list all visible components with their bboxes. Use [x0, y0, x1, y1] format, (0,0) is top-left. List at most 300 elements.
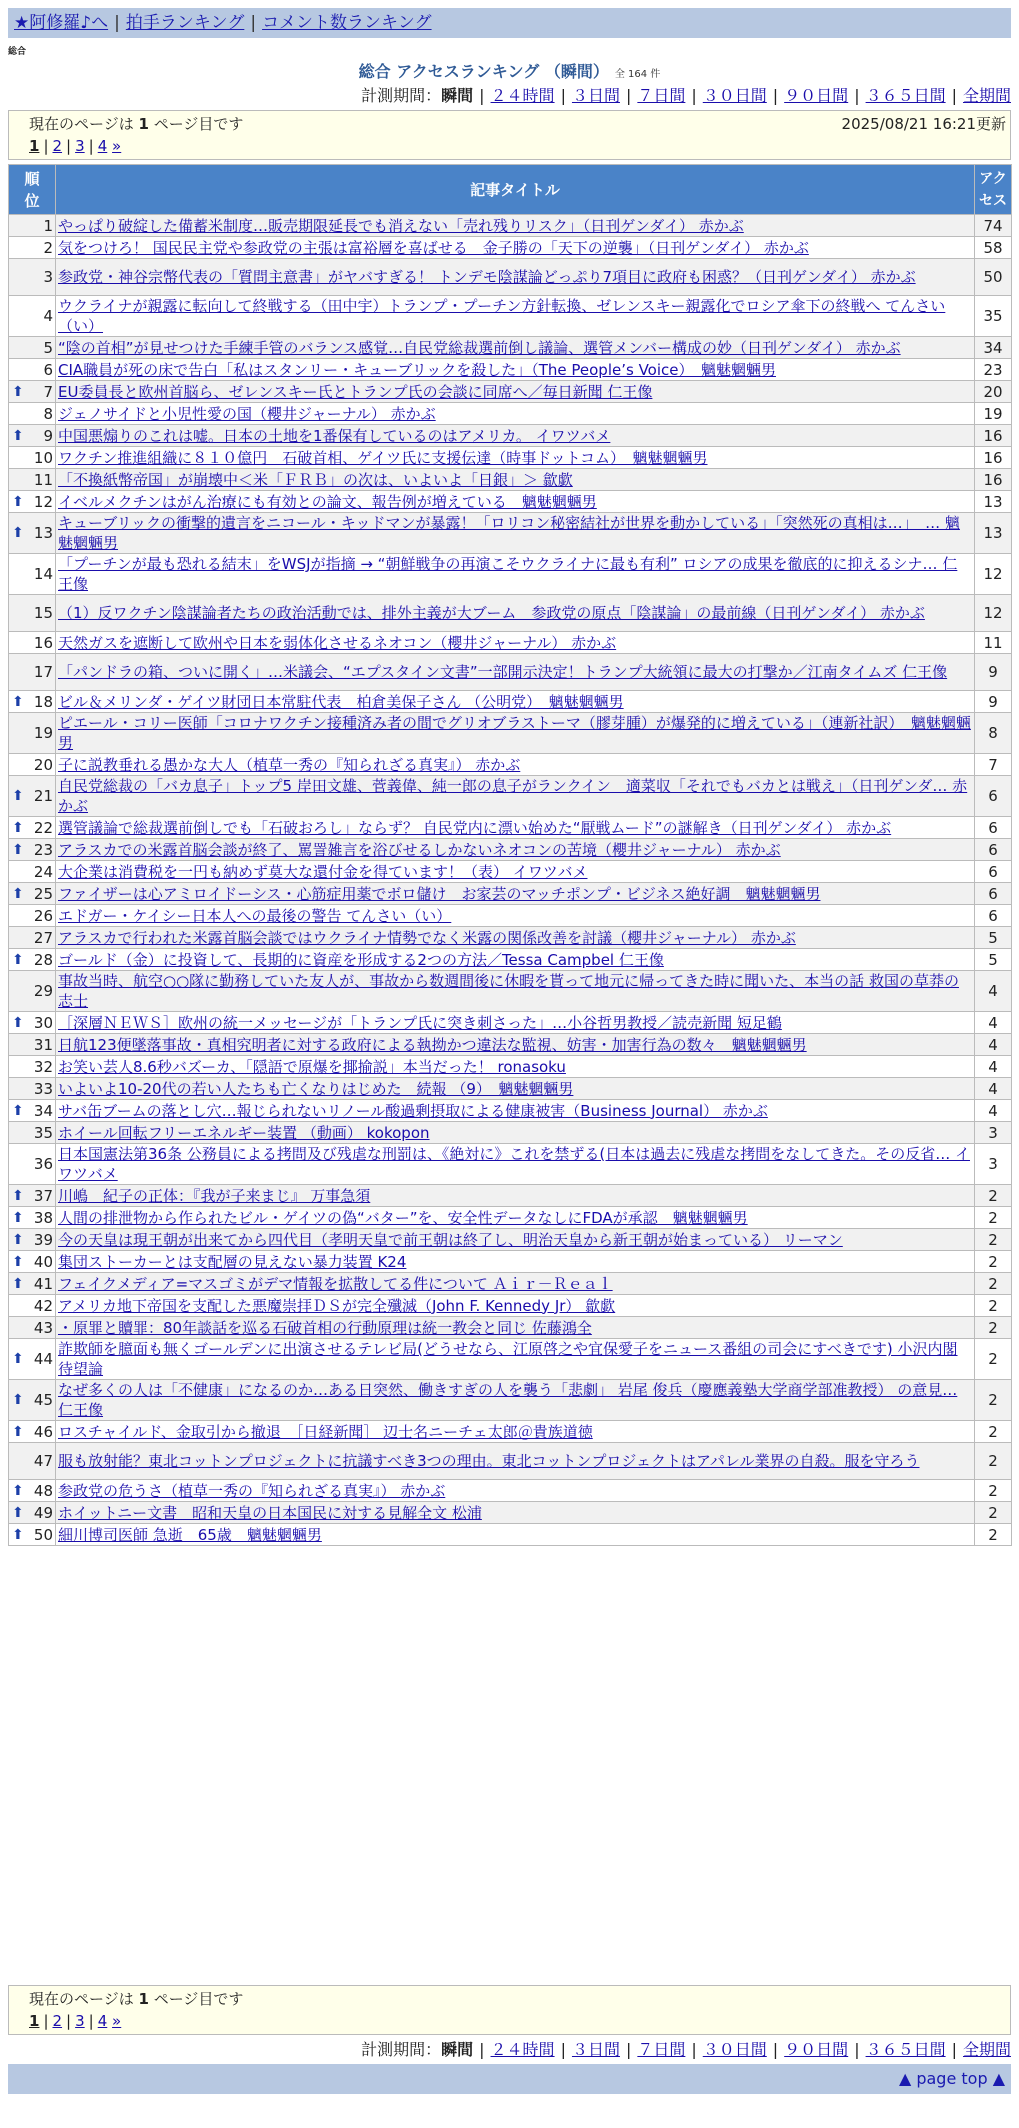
rank-cell — [9, 1421, 56, 1443]
table-row — [9, 1421, 1012, 1443]
rank-up-arrow-icon: ⬆ — [12, 1014, 24, 1031]
access-count: 20 — [975, 381, 1012, 403]
rank-number: 33 — [33, 1079, 53, 1098]
article-title-link[interactable]: キューブリックの衝撃的遺言をニコール・キッドマンが暴露！「ロリコン秘密結社が世界を動かしている」「突然死の真相は…」 … 魑魅魍魎男 — [58, 514, 960, 552]
table-row — [9, 1273, 1012, 1295]
page-link[interactable]: 4 — [97, 2012, 108, 2030]
access-count: 13 — [975, 513, 1012, 554]
rank-cell — [9, 1251, 56, 1273]
article-title-link[interactable]: “陰の首相”が見せつけた手練手管のバランス感覚…自民党総裁選前倒し議論、選管メンバー構成の妙（日刊ゲンダイ） 赤かぶ — [58, 338, 901, 357]
article-title-link[interactable]: サバ缶ブームの落とし穴…報じられないリノール酸過剰摂取による健康被害（Business Journal） 赤かぶ — [58, 1101, 768, 1120]
rank-number: 31 — [33, 1035, 53, 1054]
title-cell — [56, 971, 975, 1012]
rank-cell — [9, 971, 56, 1012]
rank-up-arrow-icon: ⬆ — [12, 383, 24, 400]
page-link-current: 1 — [29, 2012, 40, 2030]
rank-cell — [9, 949, 56, 971]
clap-ranking-link[interactable]: 拍手ランキング — [125, 13, 245, 33]
table-row — [9, 1251, 1012, 1273]
separator: | — [250, 13, 257, 33]
title-header: 記事タイトル — [56, 165, 975, 215]
article-title-link[interactable]: ビル＆メリンダ・ゲイツ財団日本常駐代表 柏倉美保子さん （公明党） 魑魅魍魎男 — [58, 692, 624, 711]
rank-number: 34 — [33, 1101, 53, 1120]
page-link[interactable]: 2 — [52, 2012, 63, 2030]
last-updated: 2025/08/21 16:21更新 — [841, 115, 1006, 133]
rank-cell — [9, 776, 56, 817]
access-count: 23 — [975, 359, 1012, 381]
rank-number: 20 — [33, 755, 53, 774]
article-title-link[interactable]: ピエール・コリー医師「コロナワクチン接種済み者の間でグリオブラストーマ（膠芽腫）が爆発的に増えている」（連新社訳） 魑魅魍魎男 — [58, 714, 971, 752]
rank-number: 29 — [33, 982, 53, 1000]
rank-cell — [9, 296, 56, 337]
separator: | — [854, 86, 860, 105]
period-option[interactable]: ３日間 — [571, 2040, 620, 2059]
ranking-rows — [9, 215, 1012, 1546]
table-row — [9, 237, 1012, 259]
article-title-link[interactable]: 「パンドラの箱、ついに開く」…米議会、“エプスタイン文書”一部開示決定！トランプ大統領に最大の打撃か／江南タイムズ 仁王像 — [58, 663, 948, 681]
table-row — [9, 215, 1012, 237]
page-status-line — [29, 1988, 990, 2010]
access-count: 3 — [975, 1122, 1012, 1144]
rank-cell — [9, 927, 56, 949]
period-option[interactable]: ３０日間 — [702, 86, 767, 105]
access-count: 12 — [975, 595, 1012, 632]
rank-cell — [9, 1317, 56, 1339]
current-page-number: 1 — [138, 1990, 149, 2008]
separator: | — [88, 137, 94, 155]
separator: | — [88, 2012, 94, 2030]
page-top-link[interactable]: ▲ page top ▲ — [898, 2069, 1005, 2088]
access-count: 2 — [975, 1185, 1012, 1207]
period-label: 計測期間： — [361, 2040, 442, 2059]
article-title-link[interactable]: 詐欺師を臆面も無くゴールデンに出演させるテレビ局(どうせなら、江原啓之や宜保愛子をニュース番組の司会にすべきです) 小沢内閣待望論 — [58, 1340, 958, 1378]
title-cell — [56, 776, 975, 817]
access-count: 5 — [975, 949, 1012, 971]
rank-number: 12 — [33, 492, 53, 511]
title-cell — [56, 1056, 975, 1078]
title-cell — [56, 1317, 975, 1339]
article-title-link[interactable]: 人間の排泄物から作られたビル・ゲイツの偽“バター”を、安全性データなしにFDAが承認 魑魅魍魎男 — [58, 1208, 748, 1227]
article-title-link[interactable]: 日本国憲法第36条 公務員による拷問及び残虐な刑罰は、《絶対に》これを禁ずる(日本は過去に残虐な拷問をなしてきた。その反省… イワツバメ — [58, 1145, 970, 1183]
table-row — [9, 1144, 1012, 1185]
rank-cell — [9, 1443, 56, 1480]
access-count: 2 — [975, 1273, 1012, 1295]
article-title-link[interactable]: 細川博司医師 急逝 65歳 魑魅魍魎男 — [58, 1525, 322, 1544]
table-row — [9, 691, 1012, 713]
rank-cell — [9, 861, 56, 883]
page-link[interactable]: 2 — [52, 137, 63, 155]
rank-number: 8 — [43, 404, 53, 423]
separator: | — [951, 86, 957, 105]
separator: | — [625, 2040, 632, 2059]
rank-cell — [9, 447, 56, 469]
article-title-link[interactable]: ・原罪と贖罪：80年談話を巡る石破首相の行動原理は統一教会と同じ 佐藤鴻全 — [58, 1318, 592, 1337]
title-cell — [56, 491, 975, 513]
rank-cell — [9, 425, 56, 447]
title-cell — [56, 1078, 975, 1100]
access-count: 4 — [975, 1012, 1012, 1034]
access-count: 6 — [975, 776, 1012, 817]
title-cell — [56, 1421, 975, 1443]
article-title-link[interactable]: なぜ多くの人は「不健康」になるのか…ある日突然、働きすぎの人を襲う「悲劇」 岩尾 俊兵（慶應義塾大学商学部准教授） の意見… 仁王像 — [58, 1381, 958, 1419]
table-row — [9, 861, 1012, 883]
title-cell — [56, 1380, 975, 1421]
title-cell — [56, 654, 975, 691]
access-count: 4 — [975, 1100, 1012, 1122]
access-count: 16 — [975, 447, 1012, 469]
breadcrumb: 総合 — [8, 47, 27, 57]
table-row — [9, 491, 1012, 513]
period-selector-bottom — [361, 2040, 1011, 2060]
title-cell — [56, 1273, 975, 1295]
article-title-link[interactable]: 服も放射能？東北コットンプロジェクトに抗議すべき3つの理由。東北コットンプロジェクトはアパレル業界の自殺。服を守ろう — [58, 1452, 920, 1470]
article-title-link[interactable]: 日航123便墜落事故・真相究明者に対する政府による執拗かつ違法な監視、妨害・加害行為の数々 魑魅魍魎男 — [58, 1035, 807, 1054]
period-option[interactable]: ２４時間 — [490, 86, 555, 105]
rank-number: 10 — [33, 448, 53, 467]
access-count: 2 — [975, 1295, 1012, 1317]
rank-number: 1 — [43, 216, 53, 235]
rank-number: 32 — [33, 1057, 53, 1076]
title-cell — [56, 469, 975, 491]
table-row — [9, 1056, 1012, 1078]
rank-number: 4 — [43, 307, 53, 325]
rank-cell — [9, 595, 56, 632]
separator: | — [43, 137, 49, 155]
article-title-link[interactable]: 参政党の危うさ（植草一秀の『知られざる真実』） 赤かぶ — [58, 1481, 446, 1500]
access-count: 16 — [975, 469, 1012, 491]
article-title-link[interactable]: 中国悪煽りのこれは嘘。日本の土地を1番保有しているのはアメリカ。 イワツバメ — [58, 426, 611, 445]
article-title-link[interactable]: 集団ストーカーとは支配層の見えない暴力装置 K24 — [58, 1252, 407, 1271]
article-title-link[interactable]: 参政党・神谷宗幣代表の「質問主意書」がヤバすぎる！ トンデモ陰謀論どっぷり7項目に政府も困惑？（日刊ゲンダイ） 赤かぶ — [58, 268, 916, 286]
rank-cell — [9, 883, 56, 905]
rank-cell — [9, 1012, 56, 1034]
rank-up-arrow-icon: ⬆ — [12, 1504, 24, 1521]
access-count: 2 — [975, 1317, 1012, 1339]
rank-cell — [9, 1122, 56, 1144]
article-title-link[interactable]: いよいよ10-20代の若い人たちも亡くなりはじめた 続報 （9） 魑魅魍魎男 — [58, 1079, 574, 1098]
title-cell — [56, 905, 975, 927]
rank-cell — [9, 337, 56, 359]
table-row — [9, 817, 1012, 839]
period-option[interactable]: ３０日間 — [702, 2040, 767, 2059]
total-count: 全 164 件 — [614, 69, 661, 80]
table-row — [9, 839, 1012, 861]
rank-up-arrow-icon: ⬆ — [12, 788, 24, 804]
title-cell — [56, 1185, 975, 1207]
rank-up-arrow-icon: ⬆ — [12, 1482, 24, 1499]
access-count: 4 — [975, 1056, 1012, 1078]
article-title-link[interactable]: 大企業は消費税を一円も納めず莫大な還付金を得ています！（表） イワツバメ — [58, 862, 588, 881]
title-cell — [56, 381, 975, 403]
article-title-link[interactable]: フェイクメディア=マスゴミがデマ情報を拡散してる件について Ａｉｒ－Ｒｅａｌ — [58, 1274, 613, 1293]
table-row — [9, 632, 1012, 654]
rank-number: 21 — [33, 787, 53, 805]
access-count: 19 — [975, 403, 1012, 425]
separator: | — [951, 2040, 957, 2059]
rank-number: 42 — [33, 1296, 53, 1315]
rank-cell — [9, 1144, 56, 1185]
table-row — [9, 337, 1012, 359]
table-row — [9, 927, 1012, 949]
page-link[interactable]: 4 — [97, 137, 108, 155]
rank-up-arrow-icon: ⬆ — [12, 1102, 24, 1119]
rank-cell — [9, 1273, 56, 1295]
article-title-link[interactable]: EU委員長と欧州首脳ら、ゼレンスキー氏とトランプ氏の会談に同席へ／毎日新聞 仁王像 — [58, 382, 653, 401]
rank-number: 23 — [33, 840, 53, 859]
table-row — [9, 1034, 1012, 1056]
article-title-link[interactable]: ロスチャイルド、金取引から撤退 ［日経新聞］ 辺士名ニーチェ太郎＠貴族道徳 — [58, 1422, 593, 1441]
period-option[interactable]: ３６５日間 — [865, 2040, 946, 2059]
period-option[interactable]: ７日間 — [637, 86, 686, 105]
period-option[interactable]: ９０日間 — [784, 86, 849, 105]
rank-number: 37 — [33, 1186, 53, 1205]
rank-cell — [9, 1185, 56, 1207]
period-selector-top — [361, 86, 1011, 106]
title-cell — [56, 337, 975, 359]
rank-up-arrow-icon: ⬆ — [12, 1526, 24, 1543]
table-row — [9, 883, 1012, 905]
title-cell — [56, 1339, 975, 1380]
period-option[interactable]: ３６５日間 — [865, 86, 946, 105]
separator: | — [479, 86, 485, 105]
rank-cell — [9, 1480, 56, 1502]
article-title-link[interactable]: ジェノサイドと小児性愛の国（櫻井ジャーナル） 赤かぶ — [58, 404, 436, 423]
rank-cell — [9, 554, 56, 595]
separator: | — [854, 2040, 860, 2059]
rank-number: 30 — [33, 1013, 53, 1032]
rank-number: 15 — [33, 604, 53, 622]
title-cell — [56, 215, 975, 237]
rank-number: 45 — [33, 1391, 53, 1409]
rank-up-arrow-icon: ⬆ — [12, 1351, 24, 1367]
pagination — [29, 135, 990, 157]
rank-number: 38 — [33, 1208, 53, 1227]
access-count: 12 — [975, 554, 1012, 595]
title-cell — [56, 359, 975, 381]
article-title-link[interactable]: ウクライナが親露に転向して終戦する（田中宇）トランプ・プーチン方針転換、ゼレンスキー親露化でロシア傘下の終戦へ てんさい（い） — [58, 297, 946, 335]
access-count: 2 — [975, 1421, 1012, 1443]
table-row — [9, 1502, 1012, 1524]
rank-cell — [9, 1380, 56, 1421]
rank-number: 24 — [33, 862, 53, 881]
period-option[interactable]: ３日間 — [571, 86, 620, 105]
next-page-link[interactable]: » — [112, 137, 122, 155]
table-row — [9, 654, 1012, 691]
title-cell — [56, 713, 975, 754]
rank-up-arrow-icon: ⬆ — [12, 1392, 24, 1408]
access-count: 2 — [975, 1502, 1012, 1524]
separator: | — [479, 2040, 485, 2059]
rank-number: 7 — [43, 382, 53, 401]
rank-number: 16 — [33, 633, 53, 652]
article-title-link[interactable]: 「プーチンが最も恐れる結末」をWSJが指摘 → “朝鮮戦争の再演こそウクライナに最も有利” ロシアの成果を徹底的に抑えるシナ… 仁王像 — [58, 555, 958, 593]
table-row — [9, 905, 1012, 927]
rank-cell — [9, 259, 56, 296]
article-title-link[interactable]: エドガー・ケイシー日本人への最後の警告 てんさい（い） — [58, 906, 452, 925]
access-count: 4 — [975, 971, 1012, 1012]
article-title-link[interactable]: （1）反ワクチン陰謀論者たちの政治活動では、排外主義が大ブーム 参政党の原点「陰謀論」の最前線（日刊ゲンダイ） 赤かぶ — [58, 604, 925, 622]
rank-number: 41 — [33, 1274, 53, 1293]
article-title-link[interactable]: やっぱり破綻した備蓄米制度…販売期限延長でも消えない「売れ残りリスク」（日刊ゲンダイ） 赤かぶ — [58, 216, 744, 235]
title-cell — [56, 883, 975, 905]
rank-cell — [9, 905, 56, 927]
rank-cell — [9, 1295, 56, 1317]
current-page-number: 1 — [138, 115, 149, 133]
rank-cell — [9, 1524, 56, 1546]
rank-up-arrow-icon: ⬆ — [12, 819, 24, 836]
table-row — [9, 513, 1012, 554]
rank-number: 25 — [33, 884, 53, 903]
page-info-top — [8, 110, 1011, 160]
separator: | — [691, 2040, 697, 2059]
rank-number: 18 — [33, 692, 53, 711]
access-count: 6 — [975, 817, 1012, 839]
rank-up-arrow-icon: ⬆ — [12, 427, 24, 444]
title-cell — [56, 595, 975, 632]
title-cell — [56, 425, 975, 447]
access-count: 2 — [975, 1339, 1012, 1380]
title-cell — [56, 1524, 975, 1546]
article-title-link[interactable]: 自民党総裁の「バカ息子」トップ5 岸田文雄、菅義偉、純一郎の息子がランクイン 適菜収「それでもバカとは戦え」（日刊ゲンダ… 赤かぶ — [58, 777, 968, 815]
comment-ranking-link[interactable]: コメント数ランキング — [262, 13, 432, 33]
article-title-link[interactable]: ゴールド（金）に投資して、長期的に資産を形成する2つの方法／Tessa Campbel 仁王像 — [58, 950, 664, 969]
access-count: 7 — [975, 754, 1012, 776]
page-status-suffix: ページ目です — [148, 1990, 244, 2008]
rank-number: 6 — [43, 360, 53, 379]
table-row — [9, 1480, 1012, 1502]
table-row — [9, 595, 1012, 632]
table-row — [9, 381, 1012, 403]
page-link[interactable]: 3 — [75, 137, 85, 155]
article-title-link[interactable]: アラスカでの米露首脳会談が終了、罵詈雑言を浴びせるしかないネオコンの苦境（櫻井ジャーナル） 赤かぶ — [58, 840, 781, 859]
access-header: アクセス — [975, 165, 1012, 215]
rank-number: 35 — [33, 1123, 53, 1142]
next-page-link[interactable]: » — [112, 2012, 122, 2030]
table-row — [9, 713, 1012, 754]
access-count: 6 — [975, 839, 1012, 861]
separator: | — [560, 86, 566, 105]
access-count: 2 — [975, 1207, 1012, 1229]
article-title-link[interactable]: 選管議論で総裁選前倒しでも「石破おろし」ならず？ 自民党内に漂い始めた“厭戦ムード”の謎解き（日刊ゲンダイ） 赤かぶ — [58, 818, 892, 837]
title-cell — [56, 1480, 975, 1502]
rank-up-arrow-icon: ⬆ — [12, 1275, 24, 1292]
rank-cell — [9, 1056, 56, 1078]
access-count: 4 — [975, 1034, 1012, 1056]
separator: | — [691, 86, 697, 105]
rank-number: 40 — [33, 1252, 53, 1271]
title-cell — [56, 403, 975, 425]
access-count: 9 — [975, 654, 1012, 691]
access-count: 4 — [975, 1078, 1012, 1100]
pagination — [29, 2010, 990, 2032]
footer-bar — [8, 2064, 1011, 2094]
article-title-link[interactable]: 天然ガスを遮断して欧州や日本を弱体化させるネオコン（櫻井ジャーナル） 赤かぶ — [58, 633, 617, 652]
page-status-suffix: ページ目です — [148, 115, 244, 133]
separator: | — [114, 13, 120, 33]
title-cell — [56, 632, 975, 654]
table-row — [9, 296, 1012, 337]
table-row — [9, 1012, 1012, 1034]
article-title-link[interactable]: ファイザーは心アミロイドーシス・心筋症用薬でボロ儲け お家芸のマッチポンプ・ビジネス絶好調 魑魅魍魎男 — [58, 884, 821, 903]
period-option[interactable]: ２４時間 — [490, 2040, 555, 2059]
rank-cell — [9, 817, 56, 839]
rank-number: 2 — [43, 238, 53, 257]
table-row — [9, 1122, 1012, 1144]
article-title-link[interactable]: お笑い芸人8.6秒バズーカ、「隠語で原爆を揶揄説」本当だった！ ronasoku — [58, 1057, 566, 1076]
article-title-link[interactable]: 子に説教垂れる愚かな大人（植草一秀の『知られざる真実』） 赤かぶ — [58, 755, 521, 774]
article-title-link[interactable]: CIA職員が死の床で告白「私はスタンリー・キューブリックを殺した」（The People’s Voice） 魑魅魍魎男 — [58, 360, 776, 379]
table-row — [9, 949, 1012, 971]
article-title-link[interactable]: イベルメクチンはがん治療にも有効との論文、報告例が増えている 魑魅魍魎男 — [58, 492, 597, 511]
article-title-link[interactable]: 気をつけろ！ 国民民主党や参政党の主張は富裕層を喜ばせる 金子勝の「天下の逆襲」（日刊ゲンダイ） 赤かぶ — [58, 238, 809, 257]
access-count: 6 — [975, 905, 1012, 927]
access-count: 2 — [975, 1480, 1012, 1502]
article-title-link[interactable]: 事故当時、航空○○隊に勤務していた友人が、事故から数週間後に休暇を貰って地元に帰ってきた時に聞いた、本当の話 救国の草莽の志士 — [58, 972, 959, 1010]
period-option-selected: 瞬間 — [441, 2040, 474, 2059]
period-option[interactable]: ７日間 — [637, 2040, 686, 2059]
rank-up-arrow-icon: ⬆ — [12, 841, 24, 858]
access-count: 34 — [975, 337, 1012, 359]
title-cell — [56, 1295, 975, 1317]
table-row — [9, 425, 1012, 447]
access-count: 2 — [975, 1229, 1012, 1251]
title-cell — [56, 1502, 975, 1524]
access-count: 58 — [975, 237, 1012, 259]
period-option[interactable]: 全期間 — [962, 86, 1011, 105]
article-title-link[interactable]: ［深層ＮＥＷＳ］欧州の統一メッセージが「トランプ氏に突き刺さった」…小谷哲男教授／読売新聞 短足鶴 — [58, 1013, 782, 1032]
article-title-link[interactable]: アメリカ地下帝国を支配した悪魔崇拝ＤＳが完全殲滅（John F. Kennedy Jr） 歙歔 — [58, 1296, 616, 1315]
title-cell — [56, 296, 975, 337]
period-option[interactable]: 全期間 — [962, 2040, 1011, 2059]
article-title-link[interactable]: ホイール回転フリーエネルギー装置 （動画） kokopon — [58, 1123, 430, 1142]
page-link-current: 1 — [29, 137, 40, 155]
article-title-link[interactable]: ホイットニー文書 昭和天皇の日本国民に対する見解全文 松浦 — [58, 1503, 482, 1522]
rank-number: 43 — [33, 1318, 53, 1337]
rank-cell — [9, 1339, 56, 1380]
page-title: 総合 アクセスランキング （瞬間） — [358, 62, 609, 81]
table-row — [9, 554, 1012, 595]
period-option[interactable]: ９０日間 — [784, 2040, 849, 2059]
page-link[interactable]: 3 — [75, 2012, 85, 2030]
rank-cell — [9, 403, 56, 425]
access-count: 2 — [975, 1380, 1012, 1421]
rank-up-arrow-icon: ⬆ — [12, 1209, 24, 1226]
title-cell — [56, 237, 975, 259]
rank-number: 11 — [33, 470, 53, 489]
table-row — [9, 1078, 1012, 1100]
article-title-link[interactable]: アラスカで行われた米露首脳会談ではウクライナ情勢でなく米露の関係改善を討議（櫻井ジャーナル） 赤かぶ — [58, 928, 796, 947]
rank-number: 22 — [33, 818, 53, 837]
title-cell — [56, 691, 975, 713]
rank-cell — [9, 1502, 56, 1524]
home-link[interactable]: ★阿修羅♪へ — [14, 13, 109, 33]
article-title-link[interactable]: ワクチン推進組織に８１０億円 石破首相、ゲイツ氏に支援伝達（時事ドットコム） 魑魅魍魎男 — [58, 448, 708, 467]
rank-number: 13 — [33, 524, 53, 542]
rank-cell — [9, 713, 56, 754]
rank-number: 47 — [33, 1452, 53, 1470]
title-cell — [56, 1229, 975, 1251]
title-cell — [56, 513, 975, 554]
title-cell — [56, 259, 975, 296]
article-title-link[interactable]: 「不換紙幣帝国」が崩壊中＜米「ＦＲＢ」の次は、いよいよ「日銀」＞ 歙歔 — [58, 470, 573, 489]
table-row — [9, 1229, 1012, 1251]
rank-cell — [9, 237, 56, 259]
table-row — [9, 971, 1012, 1012]
article-title-link[interactable]: 川嶋 紀子の正体：『我が子来まじ』 万事急須 — [58, 1186, 371, 1205]
access-count: 74 — [975, 215, 1012, 237]
article-title-link[interactable]: 今の天皇は現王朝が出来てから四代目（孝明天皇で前王朝は終了し、明治天皇から新王朝が始まっている） リーマン — [58, 1230, 843, 1249]
access-count: 2 — [975, 1251, 1012, 1273]
